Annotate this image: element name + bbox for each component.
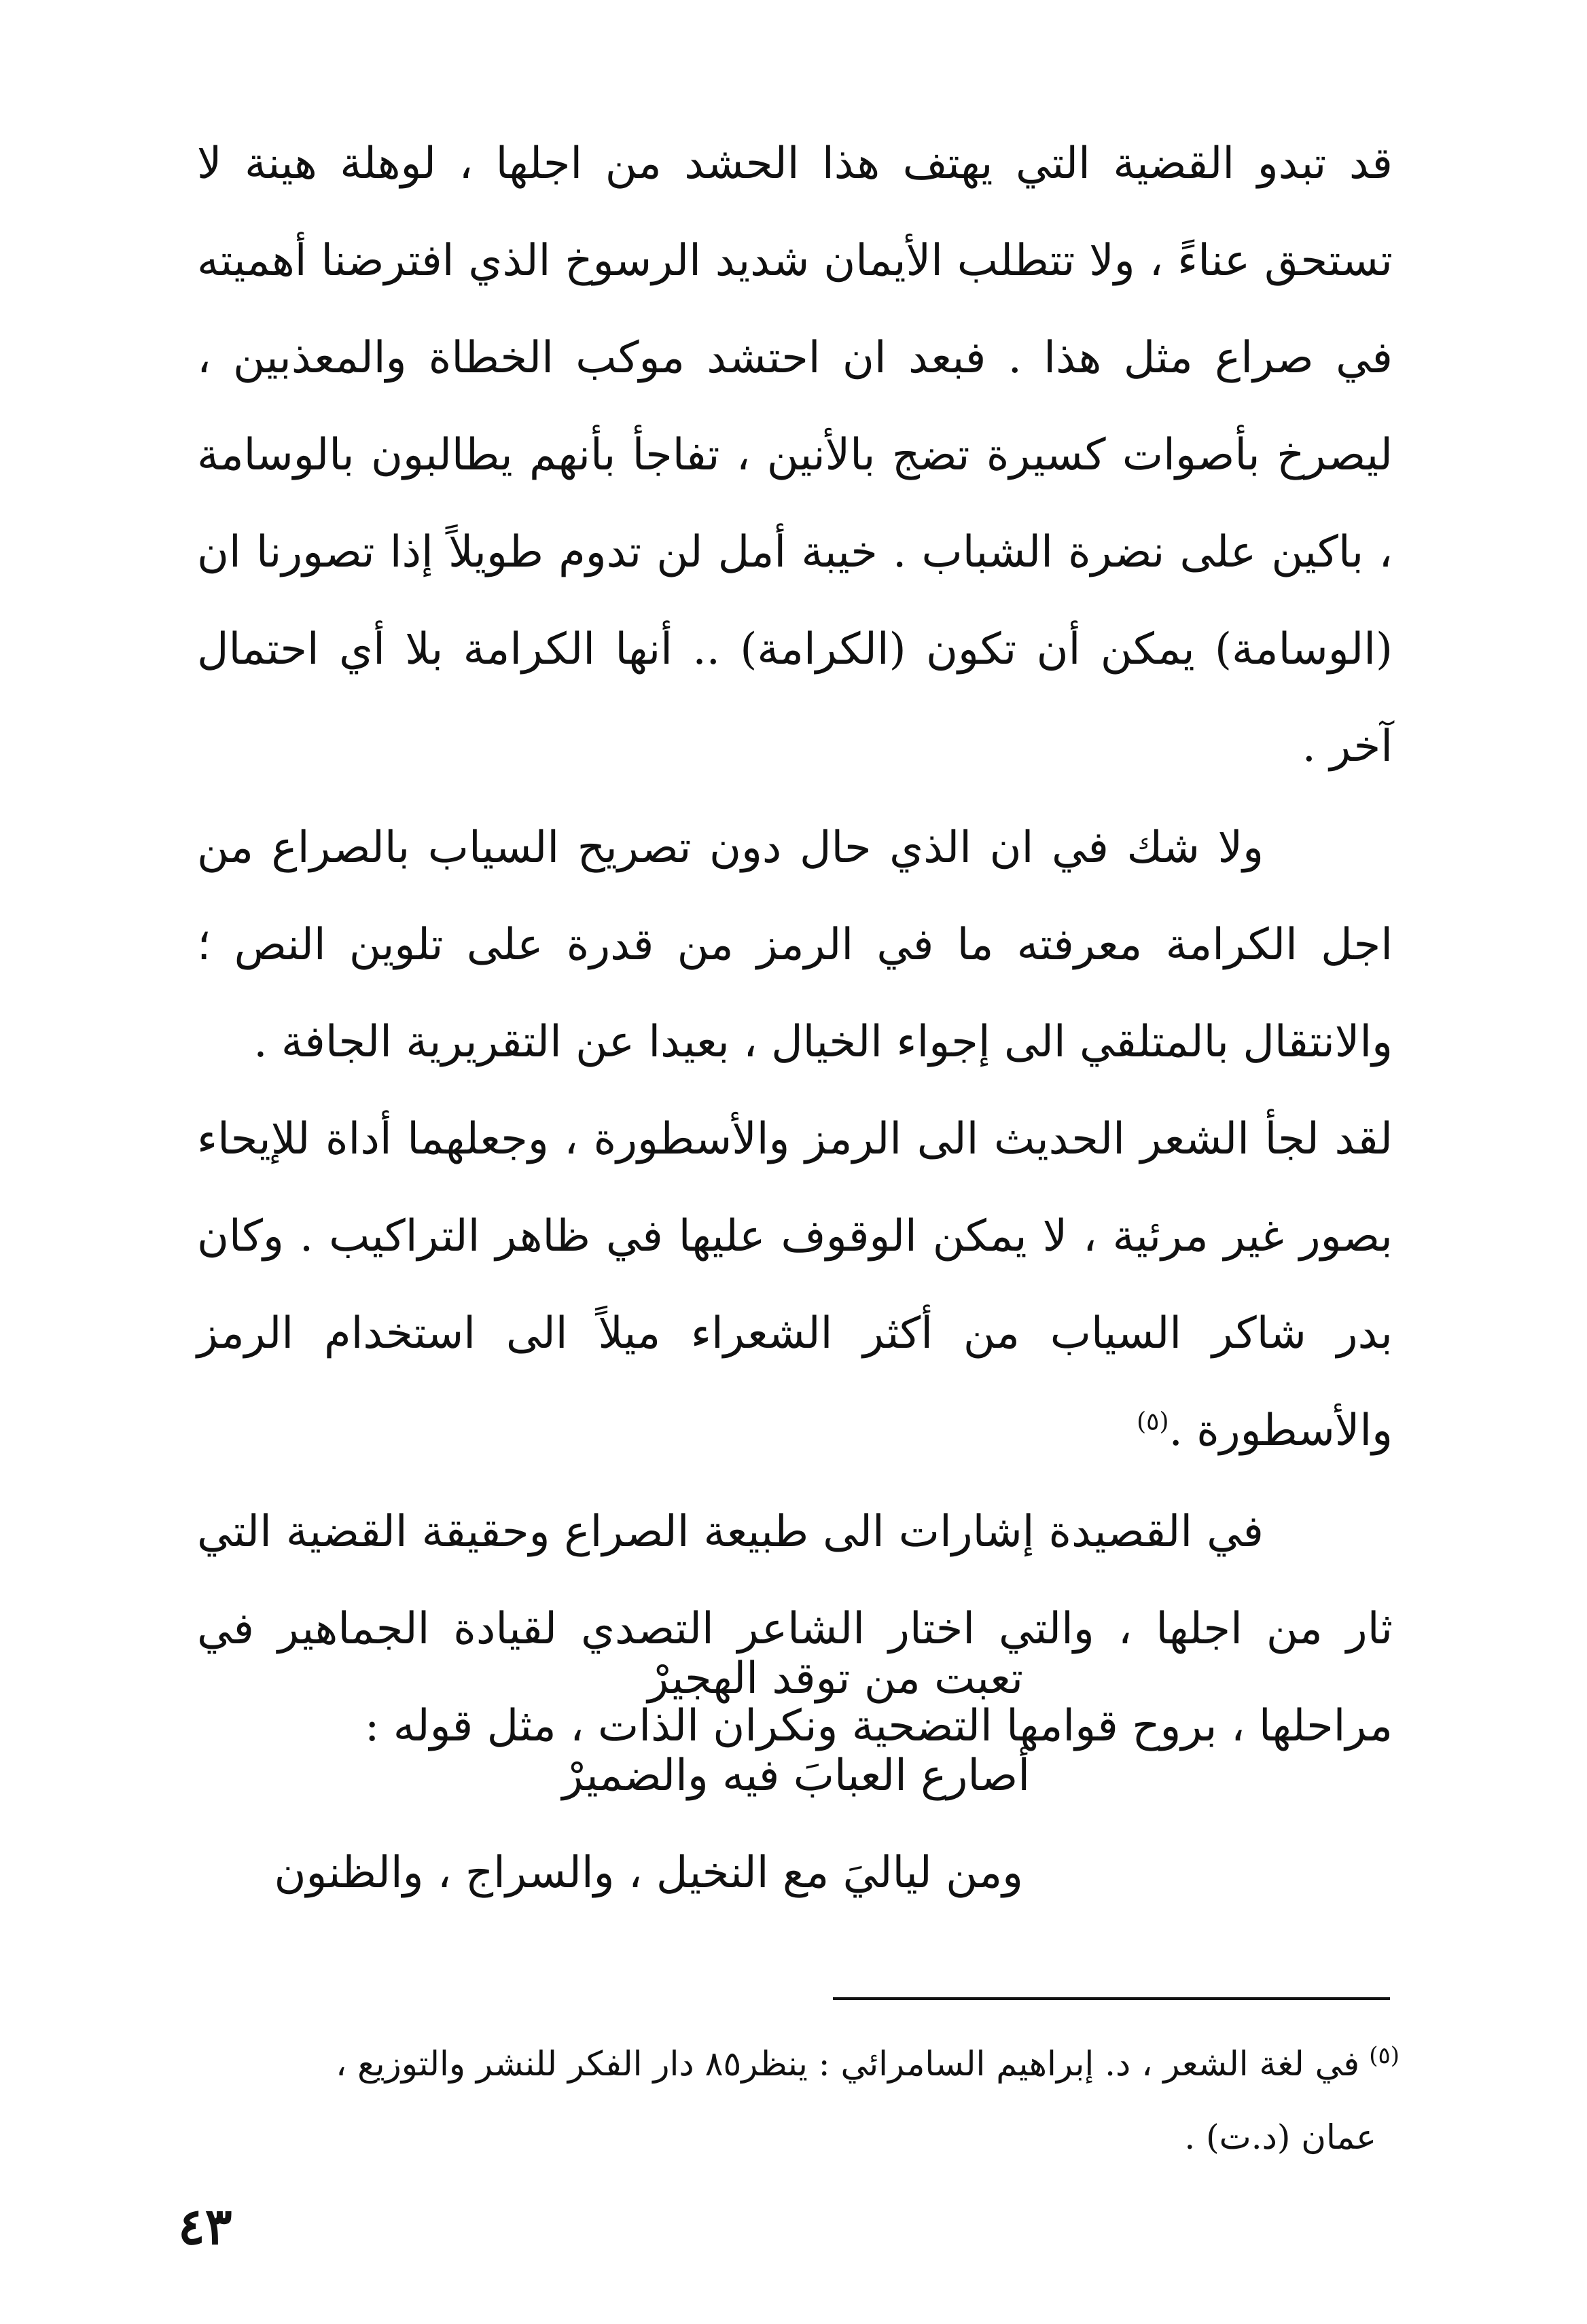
paragraph-2: ولا شك في ان الذي حال دون تصريح السياب بالصراع من اجل الكرامة معرفته ما في الرمز من قدرة على تلوين النص ؛ والانتقال بالمتلقي الى إجواء الخيال ، بعيدا عن التقريرية الجافة .	[197, 823, 1393, 1067]
paragraph-3	[197, 1091, 1393, 1480]
footnote-line-1	[204, 2031, 1399, 2096]
paragraph-4: في القصيدة إشارات الى طبيعة الصراع وحقيقة القضية التي ثار من اجلها ، والتي اختار الشاعر التصدي لقيادة الجماهير في مراحلها ، بروح قوامها التضحية ونكران الذات ، مثل قوله :	[197, 1507, 1393, 1751]
paragraph-1: قد تبدو القضية التي يهتف هذا الحشد من اجلها ، لوهلة هينة لا تستحق عناءً ، ولا تتطلب الأيمان شديد الرسوخ الذي افترضنا أهميته في صراع مثل هذا . فبعد ان احتشد موكب الخطاة والمعذبين ، ليصرخ بأصوات كسيرة تضج بالأنين ، تفاجأ بأنهم يطالبون بالوسامة ، باكين على نضرة الشباب . خيبة أمل لن تدوم طويلاً إذا تصورنا ان (الوسامة) يمكن أن تكون (الكرامة) .. أنها الكرامة بلا أي احتمال آخر .	[197, 139, 1393, 772]
paragraph-3-text: لقد لجأ الشعر الحديث الى الرمز والأسطورة ، وجعلهما أداة للإيحاء بصور غير مرئية ، لا يمكن الوقوف عليها في ظاهر التراكيب . وكان بدر شاكر السياب من أكثر الشعراء ميلاً الى استخدام الرمز والأسطورة .	[197, 1114, 1393, 1456]
footnote-marker: (٥)	[1369, 2042, 1399, 2070]
verse-line-2: أصارع العبابَ فيه والضميرْ	[562, 1751, 1030, 1801]
main-text	[197, 115, 1393, 1775]
footnote-text-1: في لغة الشعر ، د. إبراهيم السامرائي : ينظر٨٥ دار الفكر للنشر والتوزيع ،	[336, 2044, 1360, 2084]
footnote-line-2: عمان (د.ت) .	[1184, 2117, 1376, 2157]
page-number: ٤٣	[178, 2198, 232, 2256]
verse-line-3: ومن لياليَ مع النخيل ، والسراج ، والظنون	[274, 1848, 1023, 1898]
footnote-divider	[833, 1997, 1390, 2000]
verse-line-1: تعبت من توقد الهجيرْ	[647, 1653, 1023, 1704]
footnote-reference: (٥)	[1137, 1408, 1169, 1436]
